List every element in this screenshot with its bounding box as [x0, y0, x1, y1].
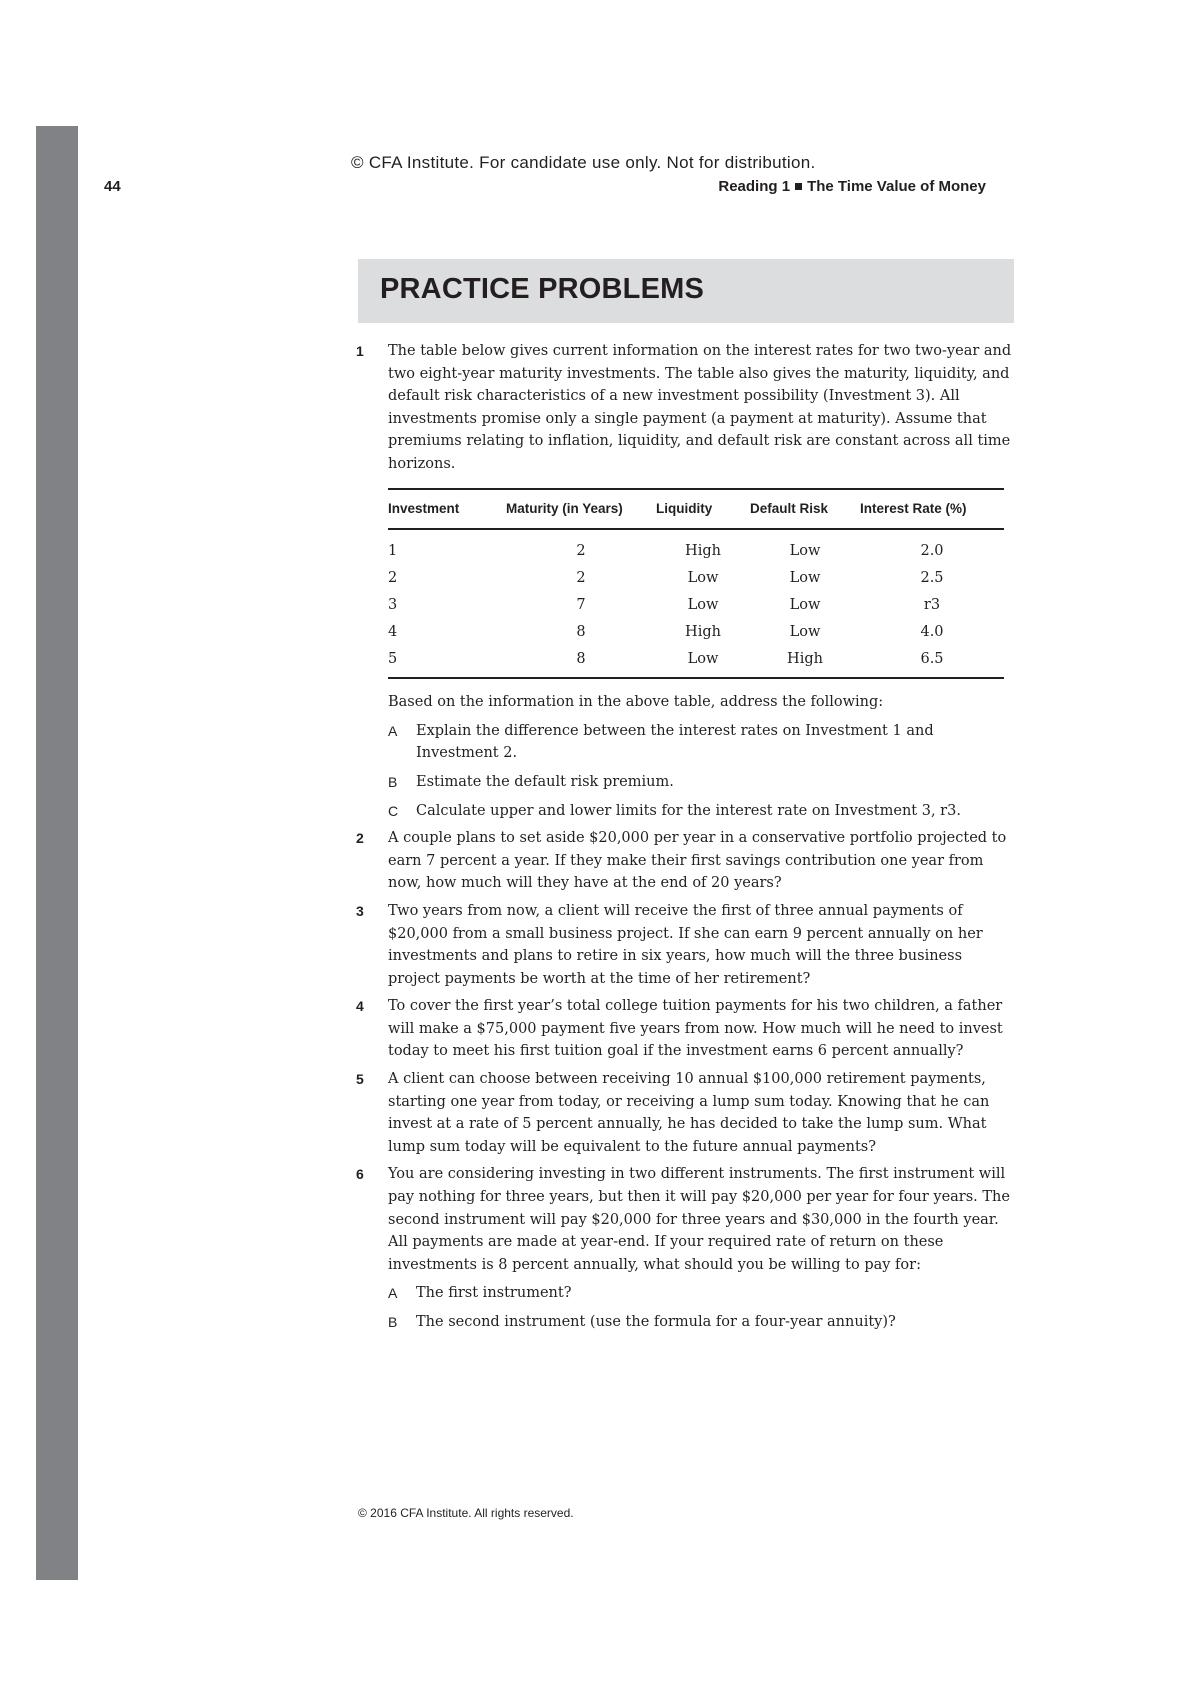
problem-text: The table below gives current information on the interest rates for two two-year and two eight-year maturity investments. The table also gives the maturity, liquidity, and default risk characteristics of a new investment possibility (Investment 3). All investments promise only a single payment (a payment at maturity). Assume that premiums relating to inflation, liquidity, and default risk are constant across all time horizons.: [388, 343, 1012, 472]
part-label: B: [388, 1314, 398, 1330]
lead-in-text: Based on the information in the above table, address the following:: [388, 694, 884, 711]
table-cell: 8: [576, 624, 586, 641]
table-cell: Low: [687, 597, 719, 614]
table-header-row: [388, 489, 1004, 530]
copyright-footer: © 2016 CFA Institute. All rights reserved.: [358, 1506, 574, 1520]
section-header: [358, 259, 1014, 323]
table-cell: 4: [388, 624, 398, 641]
problem-text: A client can choose between receiving 10 annual $100,000 retirement payments, starting one year from today, or receiving a lump sum today. Knowing that he can invest at a rate of 5 percent annually, he has decided to take the lump sum. What lump sum today will be equivalent to the future annual payments?: [388, 1071, 990, 1155]
page-number: 44: [104, 178, 121, 195]
column-header: Investment: [388, 489, 506, 530]
section-title: PRACTICE PROBLEMS: [380, 273, 705, 305]
problem-part-c: [388, 800, 1016, 823]
part-text: Calculate upper and lower limits for the interest rate on Investment 3, r3.: [416, 802, 961, 819]
investment-table: [388, 488, 1004, 680]
column-header: Default Risk: [750, 489, 860, 530]
side-bar: [36, 126, 78, 1580]
running-head: [718, 178, 986, 195]
table-cell: Low: [789, 570, 821, 587]
problem-3: [356, 900, 1016, 990]
table-body: [388, 529, 1004, 678]
problem-text: A couple plans to set aside $20,000 per year in a conservative portfolio projected to earn 7 percent a year. If they make their first savings contribution one year from now, how much will they have at the end of 20 years?: [388, 830, 1007, 892]
table-cell: High: [685, 624, 721, 641]
column-header: Liquidity: [656, 489, 750, 530]
table-cell: 8: [506, 646, 656, 678]
part-label: C: [388, 802, 399, 819]
table-cell: Low: [656, 646, 750, 678]
problem-part-a: [388, 1282, 1016, 1305]
table-cell: 2: [576, 570, 586, 587]
running-head-reading: Reading 1: [718, 178, 791, 195]
problem-4: [356, 995, 1016, 1063]
table-cell: Low: [789, 597, 821, 614]
separator-square-icon: [795, 183, 802, 190]
table-cell: r3: [923, 597, 941, 614]
problem-part-b: [388, 1311, 1016, 1334]
problem-2: [356, 827, 1016, 895]
table-cell: 1: [388, 543, 398, 560]
part-text: The second instrument (use the formula for a four-year annuity)?: [416, 1314, 896, 1330]
problem-5: [356, 1068, 1016, 1158]
part-text: Explain the difference between the interest rates on Investment 1 and Investment 2.: [416, 722, 934, 762]
part-text: Estimate the default risk premium.: [416, 773, 674, 790]
watermark: © CFA Institute. For candidate use only. Not for distribution.: [351, 153, 816, 172]
table-cell: 2.5: [920, 570, 944, 587]
problem-number: 3: [356, 902, 364, 919]
table-cell: 2: [576, 543, 586, 560]
problem-part-a: [388, 720, 1016, 765]
table-cell: High: [750, 646, 860, 678]
problem-number: 2: [356, 830, 364, 847]
problem-1: [356, 340, 1016, 822]
problem-6: [356, 1163, 1016, 1333]
problem-text: Two years from now, a client will receive the first of three annual payments of $20,000 from a small business project. If she can earn 9 percent annually on her investments and plans to retire in six years, how much will the three business project payments be worth at the time of her retirement?: [388, 902, 983, 987]
problems-body: [356, 340, 1016, 1339]
problem-text: To cover the first year’s total college tuition payments for his two children, a father will make a $75,000 payment five years from now. How much will he need to invest today to meet his first tuition goal if the investment earns 6 percent annually?: [388, 998, 1003, 1060]
table-cell: High: [685, 543, 721, 560]
table-row: [388, 646, 1004, 678]
table-row: [388, 619, 1004, 646]
table-cell: Low: [789, 543, 821, 560]
problem-text: You are considering investing in two different instruments. The first instrument will pay nothing for three years, but then it will pay $20,000 per year for four years. The second instrument will pay $20,000 for three years and $30,000 in the fourth year. All payments are made at year-end. If your required rate of return on these investments is 8 percent annually, what should you be willing to pay for:: [388, 1166, 1010, 1273]
table-cell: 3: [388, 597, 398, 614]
part-text: The first instrument?: [416, 1285, 572, 1302]
table-cell: 2.0: [920, 543, 944, 560]
problem-part-b: [388, 771, 1016, 794]
table-cell: 2: [388, 570, 398, 587]
table-cell: 5: [388, 646, 506, 678]
running-head-title: The Time Value of Money: [807, 178, 986, 195]
column-header: Interest Rate (%): [860, 489, 1004, 530]
part-label: A: [388, 722, 398, 739]
table-cell: Low: [687, 570, 719, 587]
table-cell: Low: [789, 624, 821, 641]
table-row: [388, 592, 1004, 619]
table-cell: 4.0: [920, 624, 944, 641]
problem-number: 6: [356, 1166, 364, 1183]
part-label: A: [388, 1285, 398, 1302]
table-row: [388, 529, 1004, 565]
problem-number: 5: [356, 1071, 364, 1088]
problem-number: 4: [356, 998, 364, 1015]
table-row: [388, 565, 1004, 592]
part-label: B: [388, 773, 398, 790]
table-cell: 7: [576, 597, 586, 614]
table-cell: 6.5: [860, 646, 1004, 678]
column-header: Maturity (in Years): [506, 489, 656, 530]
problem-number: 1: [356, 343, 364, 359]
